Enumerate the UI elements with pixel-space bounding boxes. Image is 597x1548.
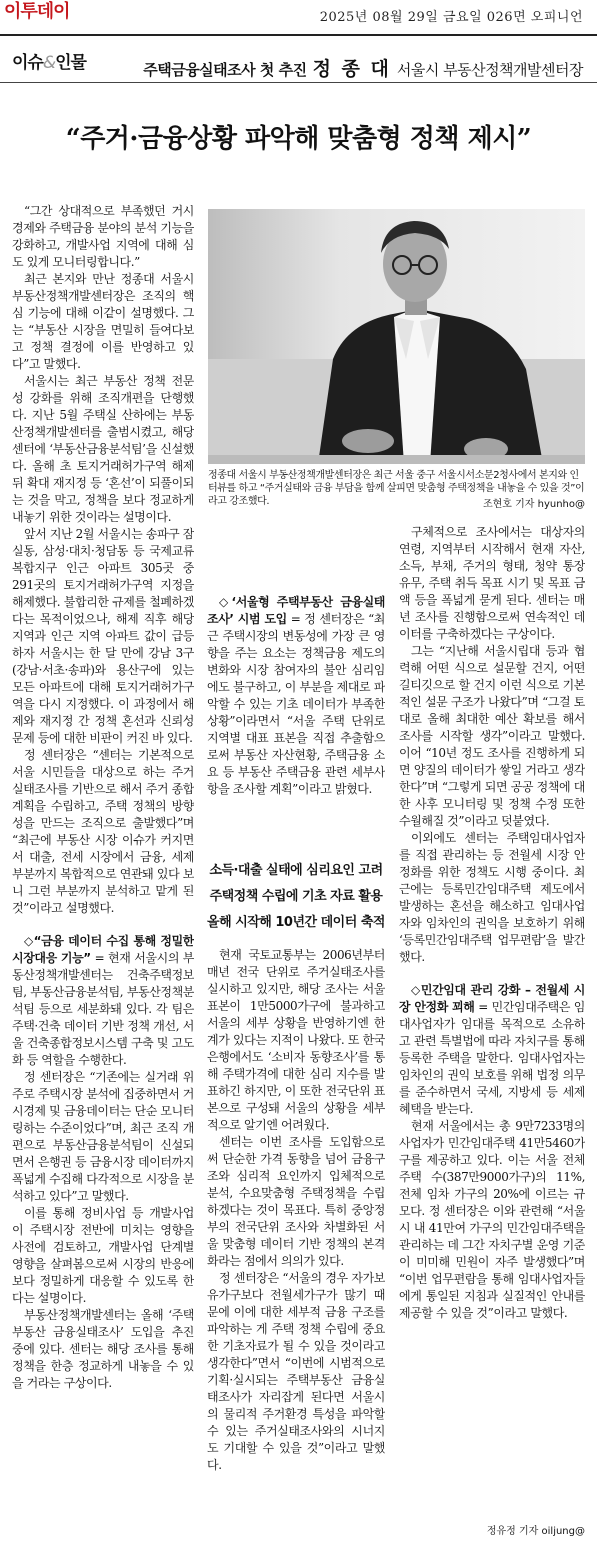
subject-prefix: 주택금융실태조사 첫 추진 [143,61,307,79]
paragraph: 앞서 지난 2월 서울시는 송파구 잠실동, 삼성·대치·청담동 등 국제교류복합지구 인근 아파트 305곳 중 291곳의 토지거래허가구역 지정을 해제했다. 불합리한 규제를 철폐하겠다는 목적이었으나, 해제 직후 해당 지역과 인근 지역 아파트 값이 급등하자 서울시는 한 달 만에 강남 3구(강남·서초·송파)와 용산구에 있는 모든 아파트에 대해 토지거래허가구역을 다시 지정했다. 이 과정에서 해제와 재지정 간 정책 혼선과 신뢰성 문제 등에 대한 비판이 커진 바 있다. [12,527,194,745]
subject-name: 정 종 대 [312,58,391,80]
pull-quote-line: 주택정책 수립에 기초 자료 활용 [209,889,383,904]
article-column-2 [207,524,385,824]
photo-caption: 정종대 서울시 부동산정책개발센터장은 최근 서울 중구 서울시서소문2청사에서 본지와 인터뷰를 하고 “주거실태와 금융 부담을 함께 살피면 맞춤형 주택정책을 내놓을 수 있을 것”이라고 강조했다. [208,470,585,507]
subhead-paragraph [399,982,585,1118]
subhead-paragraph [12,933,194,1069]
paragraph: 구체적으로 조사에서는 대상자의 연령, 지역부터 시작해서 현재 자산, 소득, 부채, 주거의 형태, 청약 통장 유무, 주택 취득 목표 시기 및 목표 금액 등을 폭넓게 묻게 된다. 센터는 매년 조사를 진행함으로써 연속적인 데이터를 구축하겠다는 구상이다. [399,525,585,641]
pull-quote-line: 소득·대출 실태에 심리요인 고려 [209,863,383,878]
subject-line [143,54,583,81]
paragraph: 그는 “지난해 서울시립대 등과 협력해 어떤 식으로 설문할 건지, 어떤 길티깃으로 할 건지 이런 식으로 기본적인 설문 구조가 나왔다”며 “그걸 토대로 올해 최대한 예산 확보를 해서 조사를 시작할 생각”이라고 말했다. 이어 “10년 정도 조사를 진행하게 되면 양질의 데이터가 쌓일 거라고 생각한다”며 “그렇게 되면 공공 정책에 대한 사후 모니터링 및 정책 수정 또한 수월해질 것”이라고 덧붙였다. [399,644,585,828]
paragraph: 센터는 이번 조사를 도입함으로써 단순한 가격 동향을 넘어 금융구조와 심리적 요인까지 입체적으로 분석, 수요맞춤형 주택정책을 수립하겠다는 것이 목표다. 특히 중앙정부의 전국단위 조사와 차별화된 서울 맞춤형 데이터 기반 정책의 본격화라는 점에서 의의가 있다. [207,1135,385,1268]
paragraph: “그간 상대적으로 부족했던 거시경제와 주택금융 분야의 분석 기능을 강화하고, 개발사업 지역에 대해 심도 있게 모니터링합니다.” [12,204,194,269]
paragraph: 현재 국토교통부는 2006년부터 매년 전국 단위로 주거실태조사를 실시하고 있지만, 해당 조사는 서울 표본이 1만5000가구에 불과하고 서울의 세부 상황을 반영하기엔 한계가 있다는 지적이 나왔다. 또 한국은행에서도 ‘소비자 동향조사’를 통해 주택가격에 대한 심리 지수를 발표하긴 하지만, 이 또한 전국단위 표본으로 구성돼 서울의 상황을 세부적으로 알기엔 어려웠다. [207,948,385,1132]
paragraph: 현재 서울에서는 총 9만7233명의 사업자가 민간임대주택 41만5460가구를 제공하고 있다. 이는 서울 전체 주택 수(387만9000가구)의 11%, 전체 임차 가구의 20%에 이르는 규모다. 정 센터장은 이와 관련해 “서울시 내 41만여 가구의 민간임대주택을 관리하는 데 그간 자치구별 운영 기준이 미미해 민원이 자주 발생했다”며 “이번 업무편람을 통해 임대사업자들에게 통일된 지침과 실질적인 안내를 제공할 수 있을 것”이라고 말했다. [399,1119,585,1320]
subhead-text: = 현재 서울시의 부동산정책개발센터는 건축주택정보팀, 부동산금융분석팀, 부동산정책분석팀 등으로 세분화돼 있다. 각 팀은 주택·건축 데이터 기반 정책 개선, 서울 건축종합정보시스템 구축 및 고도화 등 역할을 수행한다. [12,951,194,1067]
subhead-text: = 정 센터장은 “최근 주택시장의 변동성에 가장 큰 영향을 주는 요소는 정책금융 제도의 변화와 시장 참여자의 불안 심리임에도 불구하고, 이 부분을 제대로 파악할 수 있는 기초 데이터가 부족한 상황”이라면서 “서울 주택 단위로 지역별 대표 표본을 직접 추출함으로써 부동산 자산현황, 주택금융 소요 등 부동산 주택금융 관련 세부사항을 조사할 계획”이라고 밝혔다. [207,612,385,796]
newspaper-logo: 이투데이 [4,1,70,22]
article-column-1 [12,203,194,1533]
paragraph: 정 센터장은 “기존에는 실거래 위주로 주택시장 분석에 집중하면서 거시경제 및 금융데이터는 단순 모니터링하는 수준이었다”며, 최근 조직 개편으로 부동산금융분석팀이 신설되면서 은행권 등 금융시장 데이터까지 폭넓게 수집해 다각적으로 시장을 분석하고 있다”고 말했다. [12,1070,194,1203]
paragraph: 부동산정책개발센터는 올해 ‘주택 부동산 금융실태조사’ 도입을 추진 중에 있다. 센터는 해당 조사를 통해 정책을 한층 정교하게 내놓을 수 있을 거라는 구상이다. [12,1308,194,1390]
paragraph: 정 센터장은 “센터는 기본적으로 서울 시민들을 대상으로 하는 주거 실태조사를 기반으로 해서 주거 종합계획을 수립하고, 주택 정책의 방향성을 만드는 조직으로 출발했다”며 “최근에 부동산 시장 이슈가 커지면서 대출, 전세 시장에서 금융, 세제 부분까지 복합적으로 연관돼 있다 보니 그런 부분까지 분석하고 맡게 된 것”이라고 설명했다. [12,748,194,915]
pull-quote-line: 올해 시작해 10년간 데이터 축적 [207,915,385,930]
article-column-2-lower [207,947,385,1537]
headline: “주거·금융상황 파악해 맞춤형 정책 제시” [65,124,532,154]
photo-illustration [208,209,585,464]
photo-credit: 조현호 기자 hyunho@ [482,499,585,510]
subhead-title: ◇“금융 데이터 수집 통해 정밀한 시장대응 기능” [12,934,194,965]
paragraph: 이를 통해 정비사업 등 개발사업이 주택시장 전반에 미치는 영향을 사전에 검토하고, 개발사업 단계별 영향을 살펴봄으로써 시장의 반응에 보다 정밀하게 대응할 수 있도록 한다는 설명이다. [12,1206,194,1305]
interview-photo [208,209,585,464]
paragraph: 정 센터장은 “서울의 경우 자가보유가구보다 전월세가구가 많기 때문에 이에 대한 세부적 금융 구조를 파악하는 게 주택 정책 수립에 중요한 기초자료가 될 수 있을 것이라고 생각한다”면서 “이번에 시범적으로 기획·실시되는 주택부동산 금융실태조사가 자리잡게 된다면 서울시의 물리적 주거환경 특성을 파악할 수 있는 주거실태조사와의 시너지도 기대할 수 있을 것”이라고 말했다. [207,1271,385,1472]
article-column-3 [399,524,585,1534]
section-tag [12,48,86,73]
byline: 정유정 기자 oiljung@ [486,1526,585,1537]
pull-quote [198,858,394,936]
paragraph: 서울시는 최근 부동산 정책 전문성 강화를 위해 조직개편을 단행했다. 지난 5월 주택실 산하에는 부동산정책개발센터를 출범시켰고, 해당 센터에 ‘부동산금융분석팀’을 신설했다. 올해 초 토지거래허가구역 해제 뒤 확대 재지정 등 ‘혼선’이 되풀이되는 것을 막고, 정책을 보다 정교하게 내놓기 위한 것이라는 설명이다. [12,374,194,524]
top-rule [0,34,597,36]
subject-role: 서울시 부동산정책개발센터장 [396,61,583,79]
section-tag-right: 인물 [55,53,86,73]
subhead-title: ◇민간임대 관리 강화 – 전월세 시장 안정화 꾀해 [399,983,585,1014]
paragraph: 최근 본지와 만난 정종대 서울시 부동산정책개발센터장은 조직의 핵심 기능에 대해 이같이 설명했다. 그는 “부동산 시장을 면밀히 들여다보고 정책 결정에 이를 반영하고 있다”고 말했다. [12,272,194,371]
subhead-paragraph [207,594,385,798]
section-tag-amp: & [42,53,56,73]
subhead-title: ◇‘서울형 주택부동산 금융실태조사’ 시범 도입 [207,595,385,626]
section-tag-left: 이슈 [12,53,43,73]
section-rule [0,82,597,83]
dateline: 2025년 08월 29일 금요일 026면 오피니언 [319,10,583,25]
subhead-text: = 민간임대주택은 임대사업자가 임대를 목적으로 소유하고 관련 특별법에 따라 자치구를 통해 등록한 주택을 말한다. 임대사업자는 임차인의 권익 보호를 위해 법정 의무를 준수하면서 국세, 지방세 등 세제 혜택을 받는다. [399,1000,585,1116]
paragraph: 이외에도 센터는 주택임대사업자를 직접 관리하는 등 전월세 시장 안정화를 위한 정책도 시행 중이다. 최근에는 등록민간임대주택 제도에서 발생하는 혼선을 해소하고 임대사업자와 임차인의 권익을 보호하기 위해 ‘등록민간임대주택 업무편람’을 발간했다. [399,831,585,964]
